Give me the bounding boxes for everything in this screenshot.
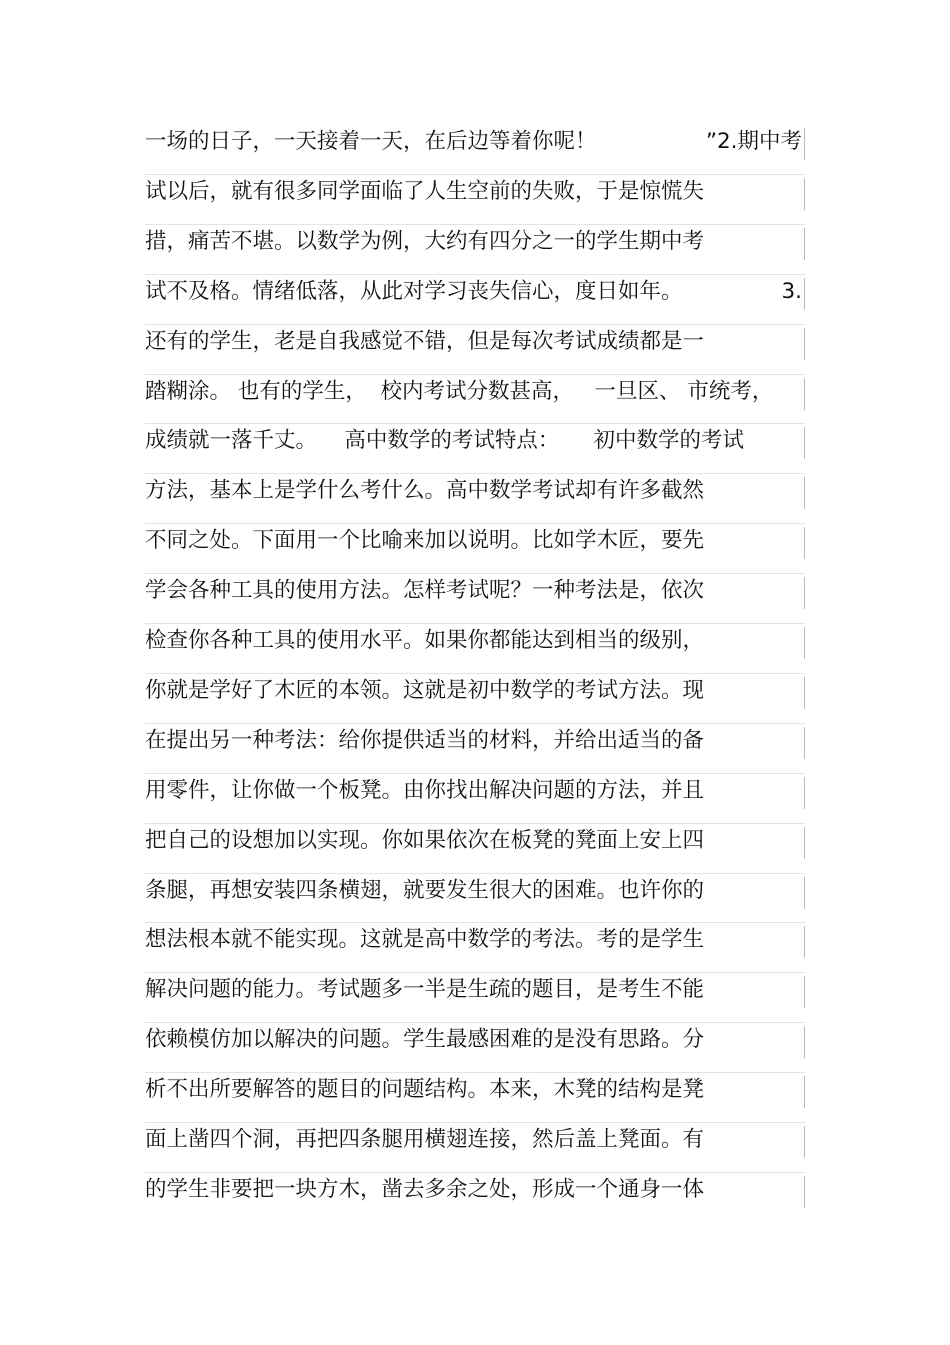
text-line [145, 423, 805, 473]
text-line [145, 623, 805, 673]
text-line [145, 1172, 805, 1222]
margin-rule [804, 677, 805, 709]
margin-rule [804, 328, 805, 360]
line-text: 的学生非要把一块方木，凿去多余之处，形成一个通身一体 [145, 1176, 705, 1202]
margin-rule [804, 727, 805, 759]
line-text: 检查你各种工具的使用水平。如果你都能达到相当的级别， [145, 628, 705, 653]
text-line [145, 873, 805, 923]
margin-rule [804, 1176, 805, 1208]
line-text: 条腿，再想安装四条横翅，就要发生很大的困难。也许你的 [145, 877, 705, 903]
text-line [145, 723, 805, 773]
line-text: 面上凿四个洞，再把四条腿用横翅连接，然后盖上凳面。有 [145, 1127, 705, 1152]
margin-rule [804, 877, 805, 909]
text-line [145, 473, 805, 523]
text-line [145, 1022, 805, 1072]
margin-rule [804, 477, 805, 509]
line-text: 还有的学生，老是自我感觉不错，但是每次考试成绩都是一 [145, 328, 705, 354]
text-line [145, 324, 805, 374]
text-line [145, 922, 805, 972]
text-line [145, 972, 805, 1022]
margin-rule [804, 228, 805, 260]
line-text: 成绩就一落千丈。 高中数学的考试特点： 初中数学的考试 [145, 428, 745, 454]
line-text: 措，痛苦不堪。以数学为例，大约有四分之一的学生期中考 [145, 228, 705, 254]
text-line [145, 174, 805, 224]
line-suffix-text: ”2.期中考 [705, 129, 802, 154]
text-line [145, 224, 805, 274]
margin-rule [804, 827, 805, 859]
line-text: 想法根本就不能实现。这就是高中数学的考法。考的是学生 [145, 927, 705, 953]
text-line [145, 523, 805, 573]
line-text: 解决问题的能力。考试题多一半是生疏的题目，是考生不能 [145, 977, 705, 1003]
line-text: 析不出所要解答的题目的问题结构。本来，木凳的结构是凳 [145, 1077, 705, 1103]
line-text: 在提出另一种考法：给你提供适当的材料，并给出适当的备 [145, 727, 705, 753]
text-line [145, 274, 805, 324]
line-text: 把自己的设想加以实现。你如果依次在板凳的凳面上安上四 [145, 827, 705, 853]
text-line [145, 573, 805, 623]
line-suffix-text: 3. [781, 278, 802, 304]
line-text: 不同之处。下面用一个比喻来加以说明。比如学木匠，要先 [145, 528, 705, 554]
line-text: 学会各种工具的使用方法。怎样考试呢？一种考法是，依次 [145, 578, 705, 604]
margin-rule [804, 976, 805, 1008]
text-line [145, 1072, 805, 1122]
margin-rule [804, 1126, 805, 1158]
margin-rule [804, 926, 805, 958]
line-text: 一场的日子，一天接着一天，在后边等着你呢！ [145, 129, 597, 154]
text-line [145, 1122, 805, 1172]
text-line [145, 374, 805, 424]
line-text: 试以后，就有很多同学面临了人生空前的失败，于是惊慌失 [145, 178, 705, 204]
margin-rule [804, 427, 805, 459]
margin-rule [804, 577, 805, 609]
text-line [145, 124, 805, 174]
line-text: 依赖模仿加以解决的问题。学生最感困难的是没有思路。分 [145, 1027, 705, 1053]
line-text: 方法，基本上是学什么考什么。高中数学考试却有许多截然 [145, 478, 705, 504]
line-text: 踏糊涂。 也有的学生， 校内考试分数甚高， 一旦区、 市统考， [145, 378, 774, 404]
margin-rule [804, 627, 805, 659]
line-text: 试不及格。情绪低落，从此对学习丧失信心，度日如年。 [145, 278, 683, 304]
text-line [145, 773, 805, 823]
margin-rule [804, 527, 805, 559]
text-line [145, 823, 805, 873]
line-text: 你就是学好了木匠的本领。这就是初中数学的考试方法。现 [145, 677, 705, 703]
line-text: 用零件，让你做一个板凳。由你找出解决问题的方法，并且 [145, 777, 705, 803]
margin-rule [804, 777, 805, 809]
margin-rule [804, 1026, 805, 1058]
margin-rule [804, 1076, 805, 1108]
text-line [145, 673, 805, 723]
margin-rule [804, 128, 805, 160]
margin-rule [804, 378, 805, 410]
margin-rule [804, 278, 805, 310]
margin-rule [804, 178, 805, 210]
